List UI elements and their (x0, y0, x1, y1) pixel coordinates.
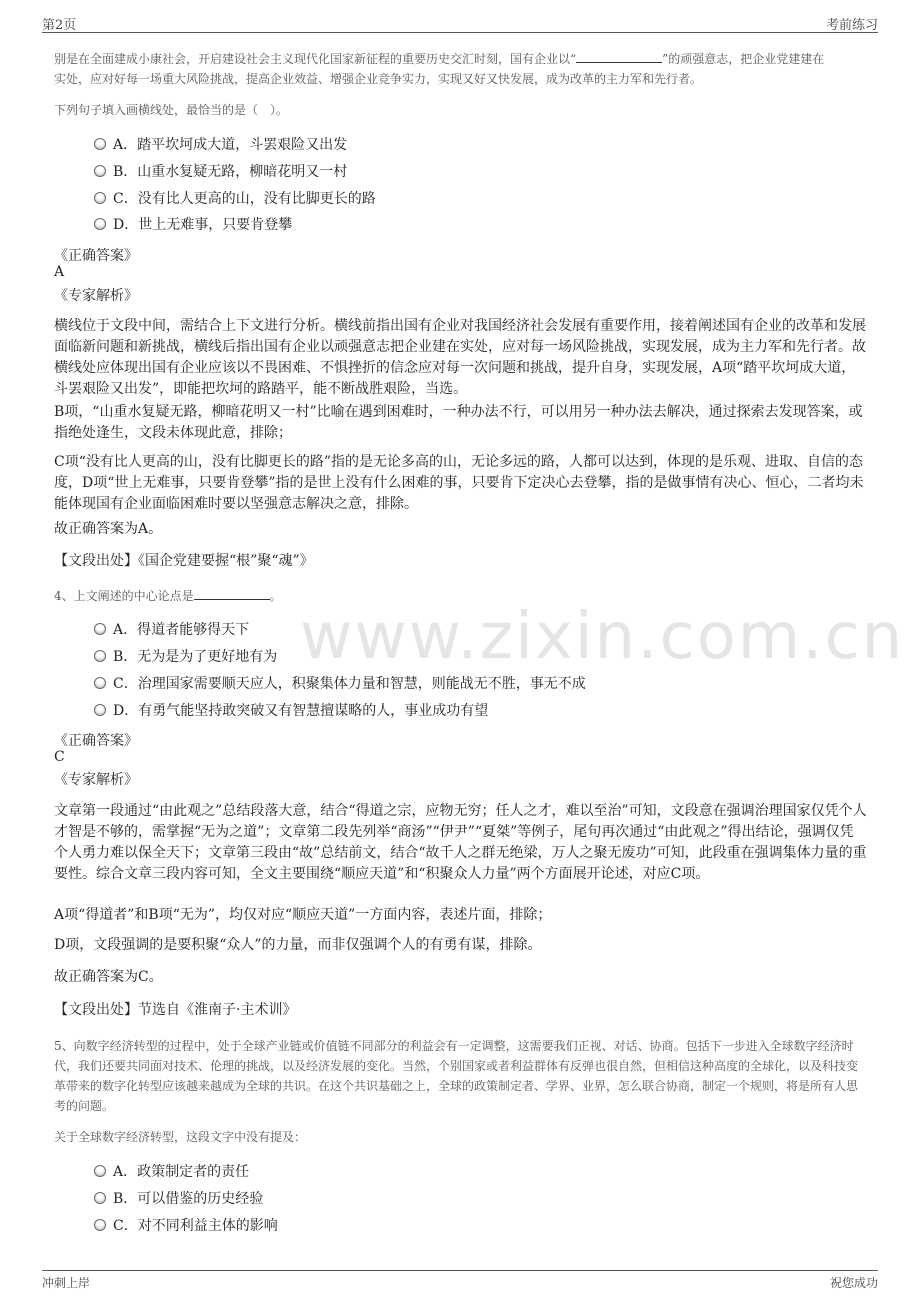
q4-source: 【文段出处】节选自《淮南子·主术训》 (54, 1002, 297, 1018)
q4-option-c[interactable]: C．治理国家需要顺天应人，积聚集体力量和智慧，则能战无不胜，事无不成 (94, 674, 586, 694)
q3-answer-label: 《正确答案》 (54, 248, 138, 264)
q3-analysis-3: C项“没有比人更高的山，没有比脚更长的路”指的是无论多高的山，无论多远的路，人都可以达到，体现的是乐观、进取、自信的态度，D项“世上无难事，只要肯登攀”指的是世上没有什么困难的事，只要肯下定决心去登攀，指的是做事情有决心、恒心，二者均未能体现国有企业面临困难时要以坚强意志解决之意，排除。 (54, 454, 864, 512)
q3-conclusion: 故正确答案为A。 (54, 521, 163, 537)
radio-icon[interactable] (94, 623, 106, 635)
q3-prompt: 下列句子填入画横线处，最恰当的是（ ）。 (54, 103, 289, 117)
q3-analysis-1: 横线位于文段中间，需结合上下文进行分析。横线前指出国有企业对我国经济社会发展有重要作用，接着阐述国有企业的改革和发展面临新问题和新挑战，横线后指出国有企业以顽强意志把企业建在实处，应对每一场风险挑战，实现发展，成为主力军和先行者。故横线处应体现出国有企业应该以不畏困难、不惧挫折的信念应对每一次问题和挑战，提升自身，实现发展，A项“踏平坎坷成大道，斗罢艰险又出发”，即能把坎坷的路踏平，能不断战胜艰险，当选。 (54, 318, 866, 397)
q5-prompt: 关于全球数字经济转型，这段文字中没有提及： (54, 1130, 307, 1144)
q4-analysis-label: 《专家解析》 (54, 772, 138, 788)
q3-option-b[interactable]: B．山重水复疑无路，柳暗花明又一村 (94, 162, 347, 182)
q4-analysis-3: D项，文段强调的是要积聚“众人”的力量，而非仅强调个人的有勇有谋，排除。 (54, 937, 542, 953)
q3-source: 【文段出处】《国企党建要握“根”聚“魂”》 (54, 553, 314, 569)
radio-icon[interactable] (94, 1165, 106, 1177)
q3-option-a[interactable]: A．踏平坎坷成大道，斗罢艰险又出发 (94, 135, 347, 155)
fill-blank (576, 50, 662, 63)
q4-answer: C (54, 749, 65, 765)
radio-icon[interactable] (94, 1192, 106, 1204)
q4-option-a[interactable]: A．得道者能够得天下 (94, 620, 249, 640)
page-header (42, 14, 878, 33)
radio-icon[interactable] (94, 192, 106, 204)
header-title: 考前练习 (825, 18, 878, 33)
radio-icon[interactable] (94, 138, 106, 150)
q3-analysis-2: B项，“山重水复疑无路，柳暗花明又一村”比喻在遇到困难时，一种办法不行，可以用另一种办法去解决，通过探索去发现答案，或指绝处逢生，文段未体现此意，排除； (54, 404, 863, 441)
q5-option-c[interactable]: C．对不同利益主体的影响 (94, 1216, 278, 1236)
q4-option-b[interactable]: B．无为是为了更好地有为 (94, 647, 277, 667)
q4-stem: 4、上文阐述的中心论点是 。 (54, 589, 282, 603)
page-footer (42, 1270, 878, 1295)
q3-answer: A (54, 264, 65, 280)
fill-blank (194, 587, 270, 600)
radio-icon[interactable] (94, 677, 106, 689)
q4-conclusion: 故正确答案为C。 (54, 969, 163, 985)
footer-left: 冲刺上岸 (42, 1276, 91, 1290)
page-number: 第2页 (42, 18, 77, 33)
q3-analysis-label: 《专家解析》 (54, 288, 138, 304)
q3-option-c[interactable]: C．没有比人更高的山，没有比脚更长的路 (94, 189, 376, 209)
q4-option-d[interactable]: D．有勇气能坚持敢突破又有智慧擅谋略的人，事业成功有望 (94, 701, 488, 721)
q3-passage: 别是在全面建成小康社会，开启建设社会主义现代化国家新征程的重要历史交汇时刻，国有企业以“ ”的顽强意志，把企业党建建在 实处，应对好每一场重大风险挑战，提高企业效益、增强企业竞争实力，实现又好又快发展，成为改革的主力军和先行者。 (54, 52, 825, 86)
radio-icon[interactable] (94, 704, 106, 716)
q4-analysis-2: A项“得道者”和B项“无为”，均仅对应“顺应天道”一方面内容，表述片面，排除； (54, 907, 552, 923)
q3-option-d[interactable]: D．世上无难事，只要肯登攀 (94, 215, 292, 235)
q4-analysis-1: 文章第一段通过“由此观之”总结段落大意，结合“得道之宗，应物无穷；任人之才，难以至治”可知，文段意在强调治理国家仅凭个人才智是不够的，需掌握“无为之道”；文章第二段先列举“商汤”“伊尹”“夏桀”等例子，尾句再次通过“由此观之”得出结论，强调仅凭个人勇力难以保全天下；文章第三段由“故”总结前文，结合“故千人之群无绝梁，万人之聚无废功”可知，此段重在强调集体力量的重要性。综合文章三段内容可知，全文主要围绕“顺应天道”和“积聚众人力量”两个方面展开论述，对应C项。 (54, 803, 867, 882)
radio-icon[interactable] (94, 218, 106, 230)
q5-stem: 5、向数字经济转型的过程中，处于全球产业链或价值链不同部分的利益会有一定调整，这需要我们正视、对话、协商。包括下一步进入全球数字经济时代，我们还要共同面对技术、伦理的挑战，以及经济发展的变化。当然，个别国家或者利益群体有反弹也很自然，但相信这种高度的全球化，以及科技变革带来的数字化转型应该越来越成为全球的共识。在这个共识基础之上，全球的政策制定者、学界、业界，怎么联合协商，制定一个规则，将是所有人思考的问题。 (54, 1039, 859, 1113)
radio-icon[interactable] (94, 650, 106, 662)
watermark: www.zixin.com.cn (300, 600, 905, 674)
q5-option-a[interactable]: A．政策制定者的责任 (94, 1162, 249, 1182)
radio-icon[interactable] (94, 1219, 106, 1231)
footer-right: 祝您成功 (829, 1276, 878, 1290)
q4-answer-label: 《正确答案》 (54, 733, 138, 749)
radio-icon[interactable] (94, 165, 106, 177)
q5-option-b[interactable]: B．可以借鉴的历史经验 (94, 1189, 263, 1209)
